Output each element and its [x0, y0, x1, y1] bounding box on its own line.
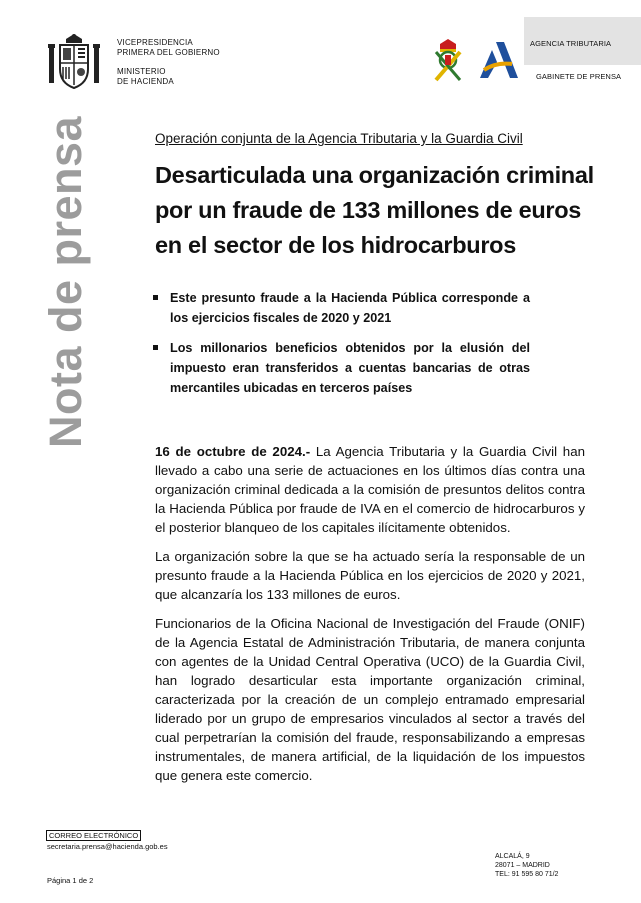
highlight-text: Los millonarios beneficios obtenidos por la elusión del impuesto eran transferidos a cuentas bancarias de otras mercantiles ubicadas en terceros países — [170, 341, 530, 395]
press-office-label: GABINETE DE PRENSA — [536, 72, 622, 81]
headline-line: en el sector de los hidrocarburos — [155, 232, 516, 258]
body-paragraph: La organización sobre la que se ha actuado sería la responsable de un presunto fraude a la Hacienda Pública en los ejercicios de 2020 y 2021, que alcanzaría los 133 millones de euros. — [155, 549, 585, 602]
guardia-civil-emblem-icon — [430, 38, 466, 86]
highlight-item — [150, 288, 530, 328]
ministry-line-2: DE HACIENDA — [117, 77, 174, 86]
address-line: 28071 – MADRID — [495, 862, 550, 869]
agency-label: AGENCIA TRIBUTARIA — [530, 39, 612, 48]
release-date: 16 de octubre de 2024.- — [155, 444, 311, 459]
address-line: TEL: 91 595 80 71/2 — [495, 871, 559, 878]
headline-line: Desarticulada una organización criminal — [155, 162, 594, 188]
address-block — [495, 852, 558, 879]
page-number: Página 1 de 2 — [47, 876, 94, 885]
kicker: Operación conjunta de la Agencia Tributaria y la Guardia Civil — [155, 131, 523, 146]
bullet-icon — [153, 295, 158, 300]
highlight-item — [150, 338, 530, 398]
bullet-icon — [153, 345, 158, 350]
body-paragraph: Funcionarios de la Oficina Nacional de Investigación del Fraude (ONIF) de la Agencia Estatal de Administración Tributaria, de manera conjunta con agentes de la Unidad Central Operativa (UCO) de la Guardia Civil, han logrado desarticular esta importante organización criminal, caracterizada por la creación de un complejo entramado empresarial liderado por un grupo de empresarios vinculados al sector a través del cual perpetrarían la comisión del fraude, responsabilizando a empresas instrumentales, de manera artificial, de la liquidación de los impuestos que genera este comercio. — [155, 616, 585, 783]
headline — [155, 158, 595, 263]
email-label: CORREO ELECTRÓNICO — [46, 830, 141, 841]
email-link[interactable]: secretaria.prensa@hacienda.gob.es — [47, 842, 168, 851]
government-heading — [117, 38, 220, 87]
ministry-line-1: MINISTERIO — [117, 67, 166, 76]
gov-line-2: PRIMERA DEL GOBIERNO — [117, 48, 220, 57]
body-paragraph — [155, 442, 585, 537]
gov-line-1: VICEPRESIDENCIA — [117, 38, 193, 47]
address-line: ALCALÁ, 9 — [495, 853, 530, 860]
highlights-list — [150, 288, 530, 408]
paragraph-text: La Agencia Tributaria y la Guardia Civil han llevado a cabo una serie de actuaciones en los últimos días contra una organización criminal dedicada a la comisión de presuntos delitos contra la Hacienda Pública por fraude de IVA en el comercio de hidrocarburos y el posterior blanqueo de los capitales ilícitamente obtenidos. — [155, 444, 585, 535]
agencia-tributaria-logo-icon — [478, 40, 518, 80]
coat-of-arms-icon — [48, 33, 100, 91]
press-release-label: Nota de prensa — [40, 115, 91, 448]
highlight-text: Este presunto fraude a la Hacienda Pública corresponde a los ejercicios fiscales de 2020 y 2021 — [170, 291, 530, 325]
headline-line: por un fraude de 133 millones de euros — [155, 197, 582, 223]
